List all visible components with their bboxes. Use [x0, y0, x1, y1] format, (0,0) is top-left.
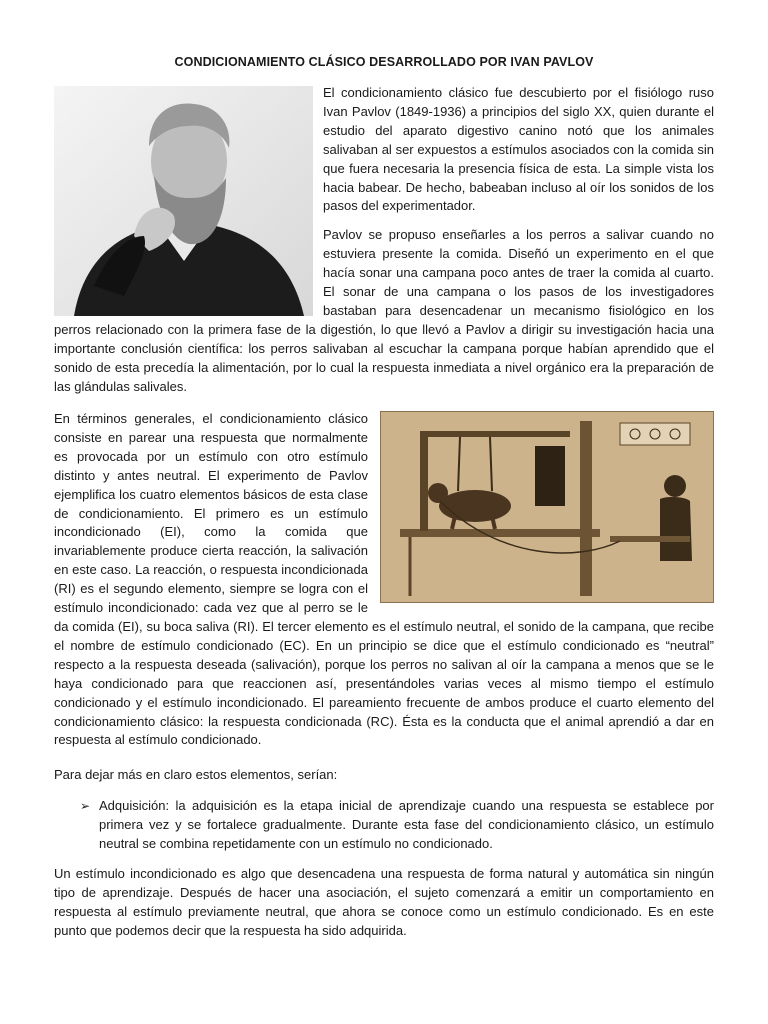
closing-paragraph: Un estímulo incondicionado es algo que desencadena una respuesta de forma natural y automática sin ningún tipo de aprendizaje. Después de hacer una asociación, el sujeto comenzará a emitir un comportamiento en respuesta al estímulo previamente neutral, que ahora se conoce como un estímulo condicionado. Es en este punto que podemos decir que la respuesta ha sido adquirida. — [54, 866, 714, 938]
paragraph-3: En términos generales, el condicionamiento clásico consiste en parear una respuesta que normalmente es provocada por un estímulo con otro estímulo distinto y antes neutral. El experimento de Pavlov ejemplifica los cuatro elementos básicos de esta clase de condicionamiento. El primero es un estímulo incondicionado (EI), como la comida que invariablemente produce cierta reacción, la salivación en este caso. La reacción, o respuesta incondicionada (RI) es el segundo elemento, siempre se logra con el estímulo incondicionado: cada vez que al perro se le da comida (EI), su boca saliva (RI). El tercer elemento es el estímulo neutral, el sonido de la campana, que recibe el nombre de estímulo condicionado (EC). En un principio se dice que el estímulo condicionado es “neutral” respecto a la respuesta deseada (salivación), porque los perros no salivan al oír la campana a menos que se le haya condicionado para que reaccionen así, presentándoles varias veces al mismo tiempo el estímulo condicionado y el estímulo incondicionado. El pareamiento frecuente de ambos produce el cuarto elemento del condicionamiento clásico: la respuesta condicionada (RC). Ésta es la conducta que el animal aprendió a dar en respuesta al estímulo condicionado. — [54, 411, 714, 748]
arrowhead-bullet-icon: ➢ — [80, 799, 91, 813]
elements-list — [54, 797, 714, 854]
pavlov-portrait-image — [54, 86, 313, 316]
list-item — [54, 797, 714, 854]
paragraph-4: Para dejar más en claro estos elementos, serían: — [54, 767, 338, 782]
list-item-text: Adquisición: la adquisición es la etapa inicial de aprendizaje cuando una respuesta se establece por primera vez y se fortalece gradualmente. Durante esta fase del condicionamiento clásico, un estímulo neutral se combina repetidamente con un estímulo no condicionado. — [99, 798, 714, 851]
intro-section — [54, 84, 714, 397]
paragraph-1: El condicionamiento clásico fue descubierto por el fisiólogo ruso Ivan Pavlov (1849-1936) a principios del siglo XX, quien durante el estudio del aparato digestivo canino notó que los animales salivaban al ser expuestos a estímulos asociados con la comida sin que fuera necesaria la presencia física de esta. La simple vista los hacia babear. De hecho, babeaban incluso al oír los sonidos de los pasos del experimentador. — [323, 85, 714, 214]
elements-section — [54, 410, 714, 750]
paragraph-2: Pavlov se propuso enseñarles a los perros a salivar cuando no estuviera presente la comida. Diseñó un experimento en el que hacía sonar una campana poco antes de traer la comida al cuarto. El sonar de una campana o los pasos de los investigadores bastaban para desencadenar un mecanismo fisiológico en los perros relacionado con la primera fase de la digestión, lo que llevó a Pavlov a dirigir su investigación hacia una importante conclusión científica: los perros salivaban al escuchar la campana porque habían aprendido que el sonido de esta precedía la alimentación, por lo cual la respuesta inmediata a nivel orgánico era la preparación de las glándulas salivales. — [54, 227, 714, 394]
document-title: CONDICIONAMIENTO CLÁSICO DESARROLLADO POR IVAN PAVLOV — [174, 55, 594, 69]
pavlov-experiment-illustration — [380, 411, 714, 603]
